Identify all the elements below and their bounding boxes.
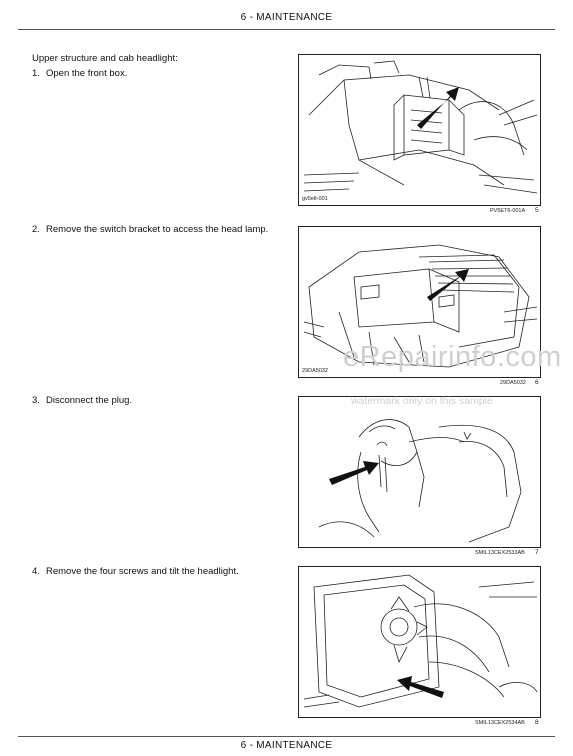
section-heading: Upper structure and cab headlight:: [32, 53, 178, 64]
step-3: [32, 394, 276, 407]
figure-code: PV5ET6-001A: [490, 208, 526, 214]
watermark-main: eRepairinfo.com: [343, 341, 562, 373]
step-number: 2.: [32, 224, 40, 235]
page-header: 6 - MAINTENANCE: [240, 12, 333, 23]
step-text: Remove the four screws and tilt the headlight.: [46, 566, 239, 577]
arrow-icon: [397, 676, 444, 698]
figure-number: 5: [535, 207, 539, 214]
disconnect-plug-illustration: [299, 397, 540, 547]
figure-code: 29DA5032: [500, 380, 526, 386]
headlight-screws-illustration: [299, 567, 540, 717]
figure-code: SMIL13CEX2533AB: [475, 550, 525, 556]
figure-disconnect-plug: [298, 396, 541, 548]
step-4: [32, 565, 276, 578]
figure-code: SMIL13CEX2534AB: [475, 720, 525, 726]
figure-front-box: [298, 54, 541, 206]
figure-number: 6: [535, 379, 539, 386]
front-box-illustration: [299, 55, 540, 205]
step-number: 1.: [32, 68, 40, 79]
figure-headlight-screws: [298, 566, 541, 718]
figure-inner-code: gv5elt-001: [302, 196, 328, 202]
footer-rule: [18, 736, 555, 737]
step-text: Open the front box.: [46, 68, 128, 79]
step-text: Remove the switch bracket to access the head lamp.: [46, 224, 269, 235]
figure-inner-code: 29DA5032: [302, 368, 328, 374]
arrow-icon: [329, 461, 379, 485]
figure-number: 7: [535, 549, 539, 556]
page-footer: 6 - MAINTENANCE: [240, 740, 333, 751]
step-number: 4.: [32, 566, 40, 577]
header-rule: [18, 29, 555, 30]
step-1: [32, 67, 276, 80]
step-text: Disconnect the plug.: [46, 395, 133, 406]
step-number: 3.: [32, 395, 40, 406]
figure-number: 8: [535, 719, 539, 726]
watermark-sub: watermark only on this sample: [351, 395, 493, 407]
step-2: [32, 223, 276, 236]
